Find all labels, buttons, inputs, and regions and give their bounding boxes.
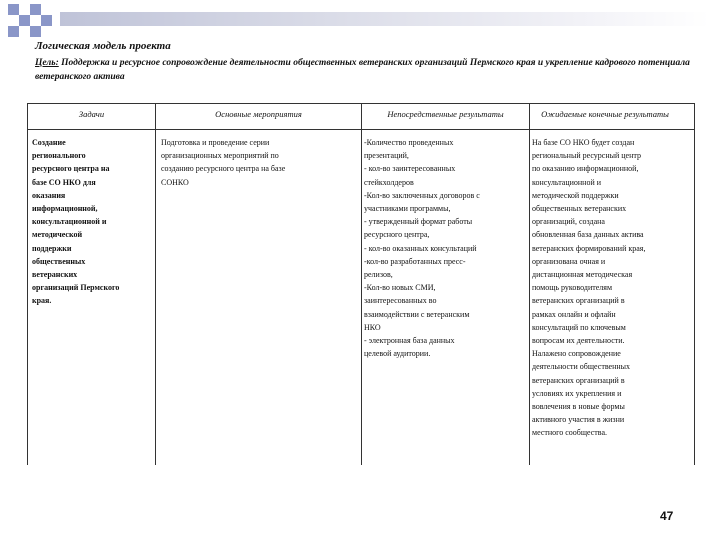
cell-line: регионального [32, 151, 86, 161]
cell-line: оказания [32, 190, 66, 200]
cell-line: НКО [364, 322, 381, 332]
cell-line: организационных мероприятий по [161, 151, 279, 161]
cell-line: презентаций, [364, 151, 409, 161]
cell-line: консультационной и [32, 217, 107, 227]
column-divider-3 [529, 103, 530, 465]
cell-line: заинтересованных во [364, 296, 437, 306]
goal-text: Поддержка и ресурсное сопровождение деятельности общественных ветеранских организаций Пермского края и укрепление кадрового потенциала ветеранского актива [35, 58, 690, 82]
checker-pattern-decoration [8, 4, 54, 36]
cell-line: Создание [32, 138, 66, 147]
logic-model-table [27, 103, 695, 465]
column-divider-1 [155, 103, 156, 465]
cell-line: ветеранских организаций в [532, 375, 625, 385]
cell-line: вопросам их деятельности. [532, 336, 625, 346]
slide-title: Логическая модель проекта [35, 40, 171, 52]
cell-line: организаций Пермского [32, 283, 120, 293]
cell-line: дистанционная методическая [532, 270, 633, 280]
cell-line: На базе СО НКО будет создан [532, 138, 635, 147]
cell-line: активного участия в жизни [532, 415, 625, 425]
cell-line: базе СО НКО для [32, 177, 96, 187]
activities-cell [161, 136, 359, 189]
cell-line: -Количество проведенных [364, 138, 454, 147]
cell-line: методической поддержки [532, 190, 619, 200]
cell-line: методической [32, 230, 83, 240]
gradient-header-bar [60, 12, 710, 26]
cell-line: ресурсного центра на [32, 164, 110, 174]
cell-line: Налажено сопровождение [532, 349, 621, 359]
header-tasks: Задачи [78, 109, 105, 119]
goal-label: Цель: [35, 58, 59, 68]
header-direct-results: Непосредственные результаты [387, 109, 504, 119]
cell-line: местного сообщества. [532, 428, 608, 438]
cell-line: СОНКО [161, 177, 189, 187]
cell-line: -Кол-во новых СМИ, [364, 283, 436, 293]
slide-header-decoration [0, 0, 720, 38]
cell-line: ветеранских [32, 270, 78, 280]
cell-line: по оказанию информационной, [532, 164, 639, 174]
cell-line: помощь руководителям [532, 283, 612, 293]
cell-line: обновленная база данных актива [532, 230, 644, 240]
cell-line: -кол-во разработанных пресс- [364, 256, 466, 266]
cell-line: общественных ветеранских [532, 204, 627, 214]
direct-results-cell [364, 136, 528, 360]
header-expected-results: Ожидаемые конечные результаты [541, 109, 669, 119]
cell-line: - кол-во оказанных консультаций [364, 243, 477, 253]
cell-line: рамках онлайн и офлайн [532, 309, 616, 319]
cell-line: края. [32, 296, 52, 306]
cell-line: информационной, [32, 204, 98, 214]
cell-line: - электронная база данных [364, 336, 455, 346]
cell-line: целевой аудитории. [364, 349, 431, 359]
expected-results-cell [532, 136, 694, 440]
cell-line: взаимодействии с ветеранским [364, 309, 470, 319]
cell-line: созданию ресурсного центра на базе [161, 164, 286, 174]
cell-line: деятельности общественных [532, 362, 631, 372]
cell-line: стейкхолдеров [364, 177, 414, 187]
cell-line: ветеранских организаций в [532, 296, 625, 306]
page-number: 47 [660, 509, 674, 523]
cell-line: консультаций по ключевым [532, 322, 626, 332]
cell-line: - утвержденный формат работы [364, 217, 473, 227]
cell-line: участниками программы, [364, 204, 451, 214]
project-goal [35, 56, 695, 84]
cell-line: консультационной и [532, 177, 602, 187]
cell-line: ветеранских формирований края, [532, 243, 646, 253]
header-activities: Основные мероприятия [215, 109, 302, 119]
cell-line: вовлечения в новые формы [532, 402, 625, 412]
cell-line: ресурсного центра, [364, 230, 430, 240]
cell-line: региональный ресурсный центр [532, 151, 641, 161]
tasks-cell [32, 136, 154, 308]
cell-line: условиях их укрепления и [532, 388, 622, 398]
cell-line: организована очная и [532, 256, 606, 266]
cell-line: - кол-во заинтересованных [364, 164, 456, 174]
column-divider-2 [361, 103, 362, 465]
cell-line: -Кол-во заключенных договоров с [364, 190, 480, 200]
cell-line: релизов, [364, 270, 393, 280]
cell-line: Подготовка и проведение серии [161, 138, 270, 147]
cell-line: организаций, создана [532, 217, 605, 227]
cell-line: общественных [32, 256, 86, 266]
cell-line: поддержки [32, 243, 72, 253]
